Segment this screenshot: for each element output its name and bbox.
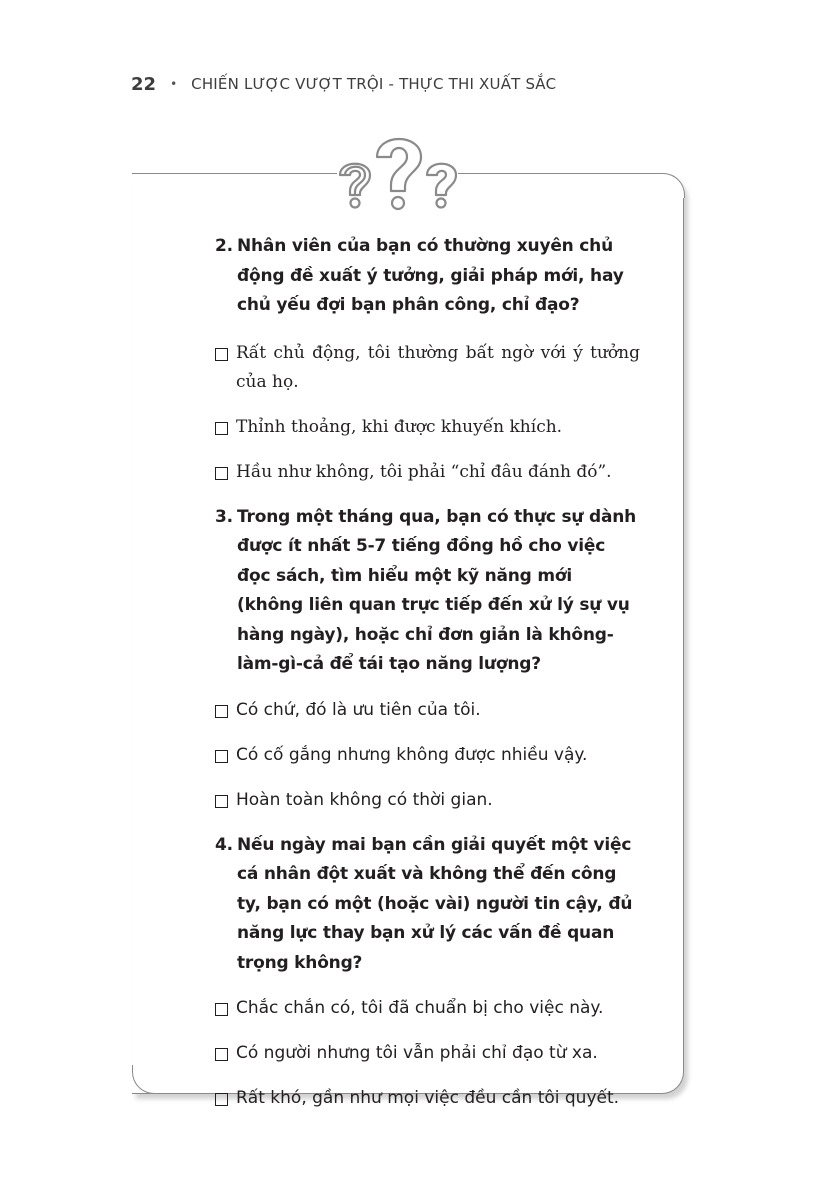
question-number: 4.	[215, 834, 233, 855]
option-text: Rất chủ động, tôi thường bất ngờ với ý tưởng của họ.	[236, 342, 640, 392]
question-marks-icon	[339, 135, 457, 215]
option-text: Chắc chắn có, tôi đã chuẩn bị cho việc này.	[236, 998, 604, 1018]
option-checkbox[interactable]	[215, 786, 640, 815]
checkbox-icon[interactable]	[215, 750, 228, 763]
question-number: 2.	[215, 236, 233, 256]
question-2	[215, 232, 640, 321]
option-checkbox[interactable]	[215, 339, 640, 397]
checkbox-icon[interactable]	[215, 795, 228, 808]
option-text: Hầu như không, tôi phải “chỉ đâu đánh đó”.	[236, 461, 612, 482]
question-4	[215, 831, 640, 979]
checkbox-icon[interactable]	[215, 467, 228, 480]
checkbox-icon[interactable]	[215, 422, 228, 435]
option-text: Hoàn toàn không có thời gian.	[236, 789, 493, 810]
quiz-box-top-border-left	[132, 173, 337, 174]
question-text: Trong một tháng qua, bạn có thực sự dành được ít nhất 5-7 tiếng đồng hồ cho việc đọc sách, tìm hiểu một kỹ năng mới (không liên quan trực tiếp đến xử lý sự vụ hàng ngày), hoặc chỉ đơn giản là không-làm-gì-cả để tái tạo năng lượng?	[237, 506, 637, 674]
option-checkbox[interactable]	[215, 1084, 640, 1113]
option-checkbox[interactable]	[215, 994, 640, 1023]
option-text: Có người nhưng tôi vẫn phải chỉ đạo từ xa.	[236, 1043, 598, 1063]
option-text: Thỉnh thoảng, khi được khuyến khích.	[236, 416, 563, 437]
option-text: Có chứ, đó là ưu tiên của tôi.	[236, 699, 481, 720]
option-checkbox[interactable]	[215, 458, 640, 487]
checkbox-icon[interactable]	[215, 1003, 228, 1016]
book-title: CHIẾN LƯỢC VƯỢT TRỘI - THỰC THI XUẤT SẮC	[191, 75, 557, 93]
option-checkbox[interactable]	[215, 1039, 640, 1068]
quiz-box-top-right-corner	[660, 173, 685, 198]
checkbox-icon[interactable]	[215, 1093, 228, 1106]
page-number: 22	[131, 73, 157, 95]
question-text: Nếu ngày mai bạn cần giải quyết một việc cá nhân đột xuất và không thể đến công ty, bạn có một (hoặc vài) người tin cậy, đủ năng lực thay bạn xử lý các vấn đề quan trọng không?	[237, 834, 633, 973]
option-text: Rất khó, gần như mọi việc đều cần tôi quyết.	[236, 1088, 620, 1108]
question-text: Nhân viên của bạn có thường xuyên chủ động đề xuất ý tưởng, giải pháp mới, hay chủ yếu đợi bạn phân công, chỉ đạo?	[237, 236, 624, 315]
option-checkbox[interactable]	[215, 696, 640, 725]
checkbox-icon[interactable]	[215, 348, 228, 361]
question-3	[215, 503, 640, 680]
checkbox-icon[interactable]	[215, 705, 228, 718]
option-text: Có cố gắng nhưng không được nhiều vậy.	[236, 744, 588, 765]
running-head	[131, 71, 556, 97]
quiz-content	[215, 232, 640, 1113]
checkbox-icon[interactable]	[215, 1048, 228, 1061]
question-number: 3.	[215, 506, 233, 527]
option-checkbox[interactable]	[215, 413, 640, 442]
option-checkbox[interactable]	[215, 741, 640, 770]
quiz-box-top-border-right	[458, 173, 664, 174]
header-bullet: •	[170, 77, 178, 91]
